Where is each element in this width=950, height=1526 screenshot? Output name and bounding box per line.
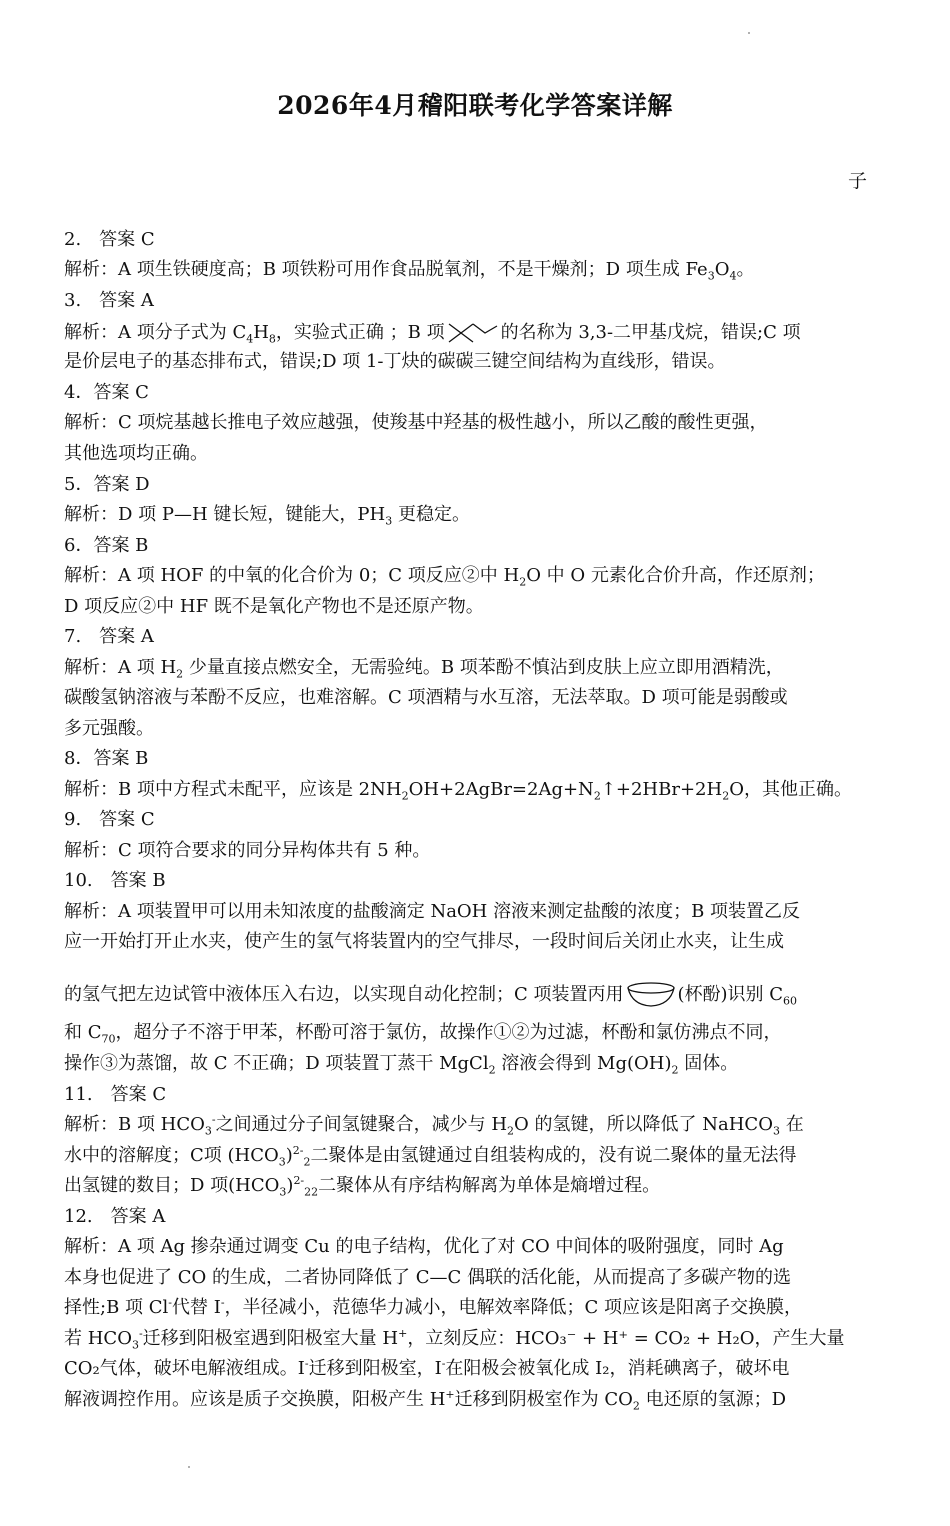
q7-explanation-line1: 解析：A 项 $H_2$ 少量直接点燃安全，无需验纯。B 项苯酚不慎沾到皮肤上应立即用酒精洗， xyxy=(64,657,784,681)
q11-explanation-line1: 解析：B 项 $HCO_3^-$之间通过分子间氢键聚合，减少与 $H_2O$ 的氢键，所以降低了 NaHCO$_3$ 在 xyxy=(64,1113,804,1138)
q4-answer: 4．答案 C xyxy=(64,382,149,403)
calixarene-bowl-icon xyxy=(626,981,676,1009)
q12-explanation-line4: 若 $HCO_3^-$迁移到阳极室遇到阳极室大量 H+，立刻反应：HCO₃⁻ + H⁺ = CO₂ + H₂O，产生大量 xyxy=(64,1327,845,1352)
q11-explanation-line2: 水中的溶解度；C项 $(HCO_3)^{2-}_2$二聚体是由氢键通过自组装构成的，没有说二聚体的量无法得 xyxy=(64,1144,797,1169)
q3-explanation-line2: 是价层电子的基态排布式，错误;D 项 1-丁炔的碳碳三键空间结构为直线形，错误。 xyxy=(64,351,726,372)
q12-explanation-line3: 择性;B 项 Cl-代替 I-，半径减小，范德华力减小，电解效率降低；C 项应该是阳离子交换膜， xyxy=(64,1296,803,1318)
q9-answer: 9. 答案 C xyxy=(64,809,155,830)
skeletal-structure-icon xyxy=(447,320,499,346)
q7-explanation-line3: 多元强酸。 xyxy=(64,718,154,739)
corner-character: 子 xyxy=(848,170,868,192)
q12-explanation-line2: 本身也促进了 CO 的生成，二者协同降低了 C—C 偶联的活化能，从而提高了多碳产物的选 xyxy=(64,1267,791,1288)
q7-explanation-line2: 碳酸氢钠溶液与苯酚不反应，也难溶解。C 项酒精与水互溶，无法萃取。D 项可能是弱酸或 xyxy=(64,687,788,708)
q10-explanation-line5: 操作③为蒸馏，故 C 不正确；D 项装置丁蒸干 MgCl$_2$ 溶液会得到 $Mg(OH)_2$ 固体。 xyxy=(64,1053,739,1077)
q12-explanation-line5: CO₂气体，破坏电解液组成。I-迁移到阳极室，I-在阳极会被氧化成 I₂，消耗碘离子，破坏电 xyxy=(64,1357,790,1379)
q10-explanation-line3: 的氢气把左边试管中液体压入右边，以实现自动化控制；C 项装置丙用 (杯酚)识别 $C_{60}$ xyxy=(64,981,797,1009)
q12-explanation-line6: 解液调控作用。应该是质子交换膜，阳极产生 H+迁移到阴极室作为 $CO_2$ 电还原的氢源；D xyxy=(64,1388,787,1413)
q6-answer: 6．答案 B xyxy=(64,535,149,556)
q11-answer: 11. 答案 C xyxy=(64,1084,167,1105)
q3-explanation-line1: 解析：A 项分子式为 $C_4H_8$，实验式正确 ；B 项 的名称为 3,3-二甲基戊烷，错误;C 项 xyxy=(64,322,801,346)
q9-explanation: 解析：C 项符合要求的同分异构体共有 5 种。 xyxy=(64,840,431,861)
q5-explanation: 解析：D 项 P—H 键长短，键能大，$PH_3$ 更稳定。 xyxy=(64,504,470,528)
q11-explanation-line3: 出氢键的数目；D 项$(HCO_3)^{2-}_{22}$二聚体从有序结构解离为单体是熵增过程。 xyxy=(64,1174,661,1199)
q10-explanation-line2: 应一开始打开止水夹，使产生的氢气将装置内的空气排尽，一段时间后关闭止水夹，让生成 xyxy=(64,931,784,952)
scan-speck-top xyxy=(748,32,750,34)
q8-answer: 8．答案 B xyxy=(64,748,149,769)
q12-explanation-line1: 解析：A 项 Ag 掺杂通过调变 Cu 的电子结构，优化了对 CO 中间体的吸附强度，同时 Ag xyxy=(64,1236,784,1257)
q3-answer: 3. 答案 A xyxy=(64,290,154,311)
scan-speck-bottom xyxy=(188,1466,190,1468)
q4-explanation-line1: 解析：C 项烷基越长推电子效应越强，使羧基中羟基的极性越小，所以乙酸的酸性更强， xyxy=(64,412,768,433)
q8-explanation: 解析：B 项中方程式未配平，应该是 $2NH_2OH+2AgBr=2Ag+N_2↑+2HBr+2H_2O$，其他正确。 xyxy=(64,779,852,803)
q2-explanation: 解析：A 项生铁硬度高；B 项铁粉可用作食品脱氧剂，不是干燥剂；D 项生成 $Fe_3O_4$。 xyxy=(64,259,755,283)
page-title: 2026年4月稽阳联考化学答案详解 xyxy=(277,91,673,120)
q2-answer: 2. 答案 C xyxy=(64,229,155,250)
q5-answer: 5．答案 D xyxy=(64,474,150,495)
q10-explanation-line4: 和 $C_{70}$，超分子不溶于甲苯，杯酚可溶于氯仿，故操作①②为过滤，杯酚和氯仿沸点不同， xyxy=(64,1022,782,1046)
q10-answer: 10. 答案 B xyxy=(64,870,166,891)
q6-explanation-line2: D 项反应②中 HF 既不是氧化产物也不是还原产物。 xyxy=(64,596,484,617)
q6-explanation-line1: 解析：A 项 HOF 的中氧的化合价为 0；C 项反应②中 $H_2O$ 中 O 元素化合价升高，作还原剂； xyxy=(64,565,825,589)
q7-answer: 7. 答案 A xyxy=(64,626,154,647)
q12-answer: 12. 答案 A xyxy=(64,1206,166,1227)
q10-explanation-line1: 解析：A 项装置甲可以用未知浓度的盐酸滴定 NaOH 溶液来测定盐酸的浓度；B 项装置乙反 xyxy=(64,901,801,922)
q4-explanation-line2: 其他选项均正确。 xyxy=(64,443,208,464)
